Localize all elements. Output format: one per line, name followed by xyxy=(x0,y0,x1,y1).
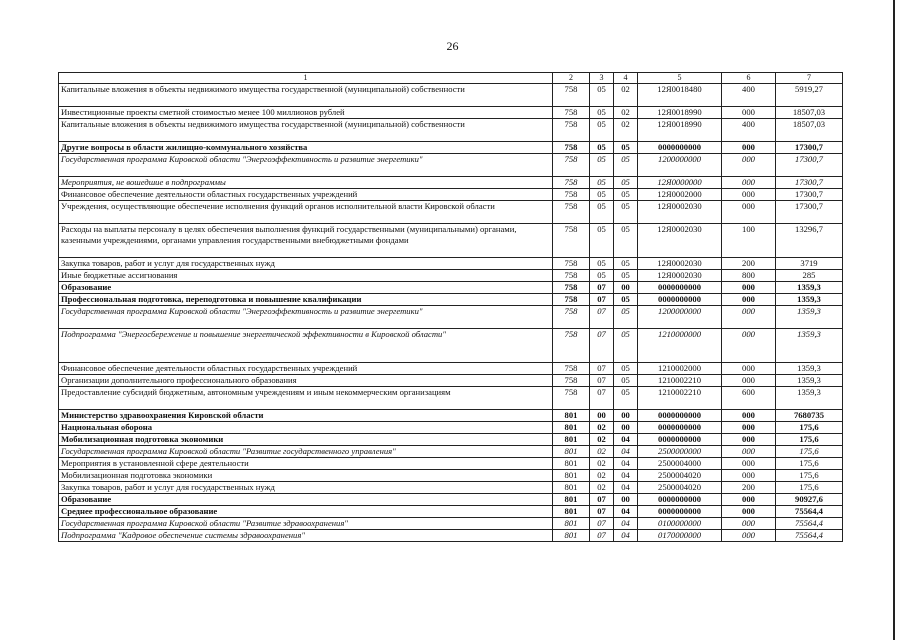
row-ministry-code-cell: 758 xyxy=(553,107,590,119)
table-row xyxy=(59,446,843,458)
row-name-cell: Расходы на выплаты персоналу в целях обеспечения выполнения функций государственными (муниципальными) органами, казенными учреждениями, органами управления государственными внебюджетными фондами xyxy=(59,224,553,258)
table-row xyxy=(59,294,843,306)
row-target-article-cell: 1200000000 xyxy=(638,154,722,177)
row-name-cell: Иные бюджетные ассигнования xyxy=(59,270,553,282)
row-section-cell: 05 xyxy=(590,119,614,142)
row-ministry-code-cell: 801 xyxy=(553,518,590,530)
column-header: 5 xyxy=(638,73,722,84)
budget-table xyxy=(58,72,843,542)
row-expense-type-cell: 600 xyxy=(722,387,776,410)
row-section-cell: 07 xyxy=(590,375,614,387)
row-amount-cell: 17300,7 xyxy=(776,201,843,224)
table-row xyxy=(59,177,843,189)
row-subsection-cell: 05 xyxy=(614,294,638,306)
row-amount-cell: 5919,27 xyxy=(776,84,843,107)
table-row xyxy=(59,329,843,363)
row-section-cell: 07 xyxy=(590,530,614,542)
row-name-cell: Мероприятия, не вошедшие в подпрограммы xyxy=(59,177,553,189)
row-section-cell: 07 xyxy=(590,494,614,506)
row-name-cell: Государственная программа Кировской области "Энергоэффективность и развитие энергетики" xyxy=(59,154,553,177)
column-header: 6 xyxy=(722,73,776,84)
row-ministry-code-cell: 801 xyxy=(553,458,590,470)
row-section-cell: 02 xyxy=(590,458,614,470)
row-expense-type-cell: 000 xyxy=(722,282,776,294)
row-amount-cell: 17300,7 xyxy=(776,189,843,201)
row-section-cell: 05 xyxy=(590,107,614,119)
row-amount-cell: 175,6 xyxy=(776,458,843,470)
row-target-article-cell: 1200000000 xyxy=(638,306,722,329)
row-amount-cell: 175,6 xyxy=(776,422,843,434)
column-header: 4 xyxy=(614,73,638,84)
row-target-article-cell: 12Я0018990 xyxy=(638,107,722,119)
row-name-cell: Закупка товаров, работ и услуг для государственных нужд xyxy=(59,482,553,494)
row-amount-cell: 17300,7 xyxy=(776,154,843,177)
row-amount-cell: 75564,4 xyxy=(776,518,843,530)
row-target-article-cell: 0000000000 xyxy=(638,294,722,306)
row-amount-cell: 175,6 xyxy=(776,482,843,494)
row-target-article-cell: 0100000000 xyxy=(638,518,722,530)
row-name-cell: Министерство здравоохранения Кировской области xyxy=(59,410,553,422)
row-name-cell: Инвестиционные проекты сметной стоимостью менее 100 миллионов рублей xyxy=(59,107,553,119)
row-section-cell: 07 xyxy=(590,282,614,294)
row-amount-cell: 1359,3 xyxy=(776,329,843,363)
row-ministry-code-cell: 758 xyxy=(553,294,590,306)
row-subsection-cell: 00 xyxy=(614,410,638,422)
row-target-article-cell: 12Я0002030 xyxy=(638,270,722,282)
table-row xyxy=(59,494,843,506)
table-row xyxy=(59,282,843,294)
row-subsection-cell: 00 xyxy=(614,494,638,506)
row-ministry-code-cell: 758 xyxy=(553,201,590,224)
row-target-article-cell: 2500004020 xyxy=(638,482,722,494)
row-target-article-cell: 0000000000 xyxy=(638,422,722,434)
row-expense-type-cell: 000 xyxy=(722,458,776,470)
row-ministry-code-cell: 801 xyxy=(553,482,590,494)
row-target-article-cell: 0170000000 xyxy=(638,530,722,542)
row-ministry-code-cell: 758 xyxy=(553,84,590,107)
row-subsection-cell: 04 xyxy=(614,530,638,542)
table-row xyxy=(59,201,843,224)
row-ministry-code-cell: 758 xyxy=(553,329,590,363)
row-expense-type-cell: 000 xyxy=(722,107,776,119)
table-header-row xyxy=(59,73,843,84)
row-subsection-cell: 00 xyxy=(614,422,638,434)
row-name-cell: Мобилизационная подготовка экономики xyxy=(59,434,553,446)
row-amount-cell: 1359,3 xyxy=(776,294,843,306)
row-amount-cell: 17300,7 xyxy=(776,142,843,154)
row-amount-cell: 18507,03 xyxy=(776,107,843,119)
row-name-cell: Финансовое обеспечение деятельности областных государственных учреждений xyxy=(59,363,553,375)
row-amount-cell: 1359,3 xyxy=(776,282,843,294)
row-name-cell: Государственная программа Кировской области "Энергоэффективность и развитие энергетики" xyxy=(59,306,553,329)
row-name-cell: Мероприятия в установленной сфере деятельности xyxy=(59,458,553,470)
row-name-cell: Государственная программа Кировской области "Развитие государственного управления" xyxy=(59,446,553,458)
row-name-cell: Капитальные вложения в объекты недвижимого имущества государственной (муниципальной) собственности xyxy=(59,84,553,107)
row-target-article-cell: 2500004000 xyxy=(638,458,722,470)
table-row xyxy=(59,189,843,201)
row-section-cell: 07 xyxy=(590,294,614,306)
row-subsection-cell: 05 xyxy=(614,270,638,282)
row-section-cell: 05 xyxy=(590,177,614,189)
row-subsection-cell: 04 xyxy=(614,446,638,458)
row-section-cell: 05 xyxy=(590,189,614,201)
table-row xyxy=(59,306,843,329)
table-row xyxy=(59,375,843,387)
row-amount-cell: 1359,3 xyxy=(776,363,843,375)
row-name-cell: Подпрограмма "Энергосбережение и повышение энергетической эффективности в Кировской области" xyxy=(59,329,553,363)
page-number: 26 xyxy=(446,39,459,53)
page-edge-line xyxy=(893,0,895,640)
row-ministry-code-cell: 758 xyxy=(553,306,590,329)
row-name-cell: Предоставление субсидий бюджетным, автономным учреждениям и иным некоммерческим организациям xyxy=(59,387,553,410)
row-name-cell: Мобилизационная подготовка экономики xyxy=(59,470,553,482)
row-section-cell: 07 xyxy=(590,518,614,530)
row-subsection-cell: 05 xyxy=(614,375,638,387)
row-section-cell: 00 xyxy=(590,410,614,422)
row-subsection-cell: 05 xyxy=(614,224,638,258)
row-name-cell: Капитальные вложения в объекты недвижимого имущества государственной (муниципальной) собственности xyxy=(59,119,553,142)
row-ministry-code-cell: 758 xyxy=(553,363,590,375)
row-amount-cell: 7680735 xyxy=(776,410,843,422)
row-ministry-code-cell: 758 xyxy=(553,270,590,282)
table-row xyxy=(59,506,843,518)
row-subsection-cell: 05 xyxy=(614,258,638,270)
row-name-cell: Национальная оборона xyxy=(59,422,553,434)
row-expense-type-cell: 000 xyxy=(722,363,776,375)
row-target-article-cell: 0000000000 xyxy=(638,494,722,506)
row-expense-type-cell: 000 xyxy=(722,189,776,201)
row-target-article-cell: 12Я0002030 xyxy=(638,224,722,258)
row-subsection-cell: 02 xyxy=(614,119,638,142)
table-row xyxy=(59,363,843,375)
row-target-article-cell: 12Я0002030 xyxy=(638,201,722,224)
column-header: 7 xyxy=(776,73,843,84)
table-row xyxy=(59,458,843,470)
row-subsection-cell: 05 xyxy=(614,154,638,177)
row-expense-type-cell: 000 xyxy=(722,410,776,422)
row-expense-type-cell: 100 xyxy=(722,224,776,258)
row-subsection-cell: 05 xyxy=(614,363,638,375)
row-section-cell: 05 xyxy=(590,258,614,270)
row-amount-cell: 1359,3 xyxy=(776,387,843,410)
row-ministry-code-cell: 758 xyxy=(553,142,590,154)
table-row xyxy=(59,84,843,107)
row-amount-cell: 1359,3 xyxy=(776,375,843,387)
row-amount-cell: 90927,6 xyxy=(776,494,843,506)
row-ministry-code-cell: 758 xyxy=(553,224,590,258)
row-ministry-code-cell: 801 xyxy=(553,506,590,518)
row-section-cell: 07 xyxy=(590,306,614,329)
row-ministry-code-cell: 801 xyxy=(553,422,590,434)
row-expense-type-cell: 000 xyxy=(722,294,776,306)
row-amount-cell: 18507,03 xyxy=(776,119,843,142)
table-row xyxy=(59,142,843,154)
row-subsection-cell: 05 xyxy=(614,306,638,329)
row-section-cell: 05 xyxy=(590,224,614,258)
row-ministry-code-cell: 758 xyxy=(553,375,590,387)
row-target-article-cell: 1210002210 xyxy=(638,387,722,410)
row-name-cell: Финансовое обеспечение деятельности областных государственных учреждений xyxy=(59,189,553,201)
row-subsection-cell: 04 xyxy=(614,506,638,518)
row-name-cell: Учреждения, осуществляющие обеспечение исполнения функций органов исполнительной власти Кировской области xyxy=(59,201,553,224)
row-ministry-code-cell: 758 xyxy=(553,258,590,270)
row-target-article-cell: 12Я0000000 xyxy=(638,177,722,189)
row-subsection-cell: 02 xyxy=(614,107,638,119)
column-header: 2 xyxy=(553,73,590,84)
table-row xyxy=(59,107,843,119)
row-subsection-cell: 05 xyxy=(614,201,638,224)
row-amount-cell: 75564,4 xyxy=(776,506,843,518)
row-expense-type-cell: 000 xyxy=(722,329,776,363)
row-target-article-cell: 0000000000 xyxy=(638,410,722,422)
row-subsection-cell: 05 xyxy=(614,189,638,201)
table-row xyxy=(59,518,843,530)
row-target-article-cell: 12Я0018480 xyxy=(638,84,722,107)
table-row xyxy=(59,270,843,282)
row-target-article-cell: 12Я0002030 xyxy=(638,258,722,270)
row-ministry-code-cell: 758 xyxy=(553,387,590,410)
column-header: 1 xyxy=(59,73,553,84)
row-section-cell: 02 xyxy=(590,422,614,434)
row-amount-cell: 17300,7 xyxy=(776,177,843,189)
row-ministry-code-cell: 801 xyxy=(553,530,590,542)
table-row xyxy=(59,482,843,494)
row-subsection-cell: 05 xyxy=(614,142,638,154)
row-subsection-cell: 04 xyxy=(614,482,638,494)
row-expense-type-cell: 000 xyxy=(722,434,776,446)
table-row xyxy=(59,422,843,434)
row-subsection-cell: 05 xyxy=(614,387,638,410)
row-expense-type-cell: 000 xyxy=(722,201,776,224)
row-subsection-cell: 05 xyxy=(614,177,638,189)
row-target-article-cell: 1210002210 xyxy=(638,375,722,387)
table-row xyxy=(59,119,843,142)
table-row xyxy=(59,410,843,422)
row-subsection-cell: 04 xyxy=(614,470,638,482)
row-amount-cell: 175,6 xyxy=(776,446,843,458)
row-subsection-cell: 04 xyxy=(614,518,638,530)
row-name-cell: Подпрограмма "Кадровое обеспечение системы здравоохранения" xyxy=(59,530,553,542)
row-expense-type-cell: 200 xyxy=(722,258,776,270)
row-name-cell: Профессиональная подготовка, переподготовка и повышение квалификации xyxy=(59,294,553,306)
row-target-article-cell: 1210000000 xyxy=(638,329,722,363)
row-ministry-code-cell: 801 xyxy=(553,470,590,482)
row-expense-type-cell: 400 xyxy=(722,84,776,107)
row-name-cell: Другие вопросы в области жилищно-коммунального хозяйства xyxy=(59,142,553,154)
row-expense-type-cell: 000 xyxy=(722,375,776,387)
row-section-cell: 05 xyxy=(590,84,614,107)
row-subsection-cell: 02 xyxy=(614,84,638,107)
row-subsection-cell: 04 xyxy=(614,458,638,470)
row-expense-type-cell: 000 xyxy=(722,306,776,329)
row-section-cell: 05 xyxy=(590,142,614,154)
row-subsection-cell: 04 xyxy=(614,434,638,446)
row-target-article-cell: 2500004020 xyxy=(638,470,722,482)
row-amount-cell: 285 xyxy=(776,270,843,282)
table-row xyxy=(59,154,843,177)
row-ministry-code-cell: 758 xyxy=(553,119,590,142)
row-ministry-code-cell: 758 xyxy=(553,177,590,189)
row-section-cell: 05 xyxy=(590,201,614,224)
row-section-cell: 02 xyxy=(590,470,614,482)
row-expense-type-cell: 400 xyxy=(722,119,776,142)
row-target-article-cell: 12Я0018990 xyxy=(638,119,722,142)
row-name-cell: Организации дополнительного профессионального образования xyxy=(59,375,553,387)
table-row xyxy=(59,434,843,446)
row-section-cell: 07 xyxy=(590,329,614,363)
row-name-cell: Образование xyxy=(59,282,553,294)
row-subsection-cell: 05 xyxy=(614,329,638,363)
row-amount-cell: 13296,7 xyxy=(776,224,843,258)
row-ministry-code-cell: 801 xyxy=(553,434,590,446)
row-target-article-cell: 12Я0002000 xyxy=(638,189,722,201)
row-section-cell: 07 xyxy=(590,506,614,518)
row-ministry-code-cell: 801 xyxy=(553,446,590,458)
row-amount-cell: 3719 xyxy=(776,258,843,270)
row-section-cell: 02 xyxy=(590,434,614,446)
row-amount-cell: 1359,3 xyxy=(776,306,843,329)
table-row xyxy=(59,387,843,410)
row-target-article-cell: 1210002000 xyxy=(638,363,722,375)
table-row xyxy=(59,470,843,482)
row-target-article-cell: 0000000000 xyxy=(638,506,722,518)
row-target-article-cell: 0000000000 xyxy=(638,282,722,294)
row-expense-type-cell: 000 xyxy=(722,506,776,518)
row-name-cell: Среднее профессиональное образование xyxy=(59,506,553,518)
row-subsection-cell: 00 xyxy=(614,282,638,294)
row-target-article-cell: 0000000000 xyxy=(638,434,722,446)
table-row xyxy=(59,530,843,542)
row-expense-type-cell: 000 xyxy=(722,142,776,154)
table-row xyxy=(59,224,843,258)
row-amount-cell: 75564,4 xyxy=(776,530,843,542)
column-header: 3 xyxy=(590,73,614,84)
row-expense-type-cell: 000 xyxy=(722,530,776,542)
row-target-article-cell: 2500000000 xyxy=(638,446,722,458)
row-expense-type-cell: 000 xyxy=(722,518,776,530)
row-expense-type-cell: 000 xyxy=(722,470,776,482)
row-expense-type-cell: 000 xyxy=(722,154,776,177)
row-section-cell: 05 xyxy=(590,270,614,282)
row-amount-cell: 175,6 xyxy=(776,470,843,482)
row-section-cell: 02 xyxy=(590,482,614,494)
row-expense-type-cell: 000 xyxy=(722,177,776,189)
row-section-cell: 07 xyxy=(590,363,614,375)
table-row xyxy=(59,258,843,270)
row-name-cell: Образование xyxy=(59,494,553,506)
row-ministry-code-cell: 758 xyxy=(553,154,590,177)
row-amount-cell: 175,6 xyxy=(776,434,843,446)
row-expense-type-cell: 000 xyxy=(722,446,776,458)
row-ministry-code-cell: 758 xyxy=(553,282,590,294)
row-name-cell: Государственная программа Кировской области "Развитие здравоохранения" xyxy=(59,518,553,530)
row-section-cell: 07 xyxy=(590,387,614,410)
row-section-cell: 05 xyxy=(590,154,614,177)
row-expense-type-cell: 200 xyxy=(722,482,776,494)
row-ministry-code-cell: 801 xyxy=(553,494,590,506)
row-ministry-code-cell: 801 xyxy=(553,410,590,422)
row-name-cell: Закупка товаров, работ и услуг для государственных нужд xyxy=(59,258,553,270)
row-section-cell: 02 xyxy=(590,446,614,458)
row-expense-type-cell: 800 xyxy=(722,270,776,282)
row-expense-type-cell: 000 xyxy=(722,494,776,506)
row-expense-type-cell: 000 xyxy=(722,422,776,434)
row-target-article-cell: 0000000000 xyxy=(638,142,722,154)
row-ministry-code-cell: 758 xyxy=(553,189,590,201)
